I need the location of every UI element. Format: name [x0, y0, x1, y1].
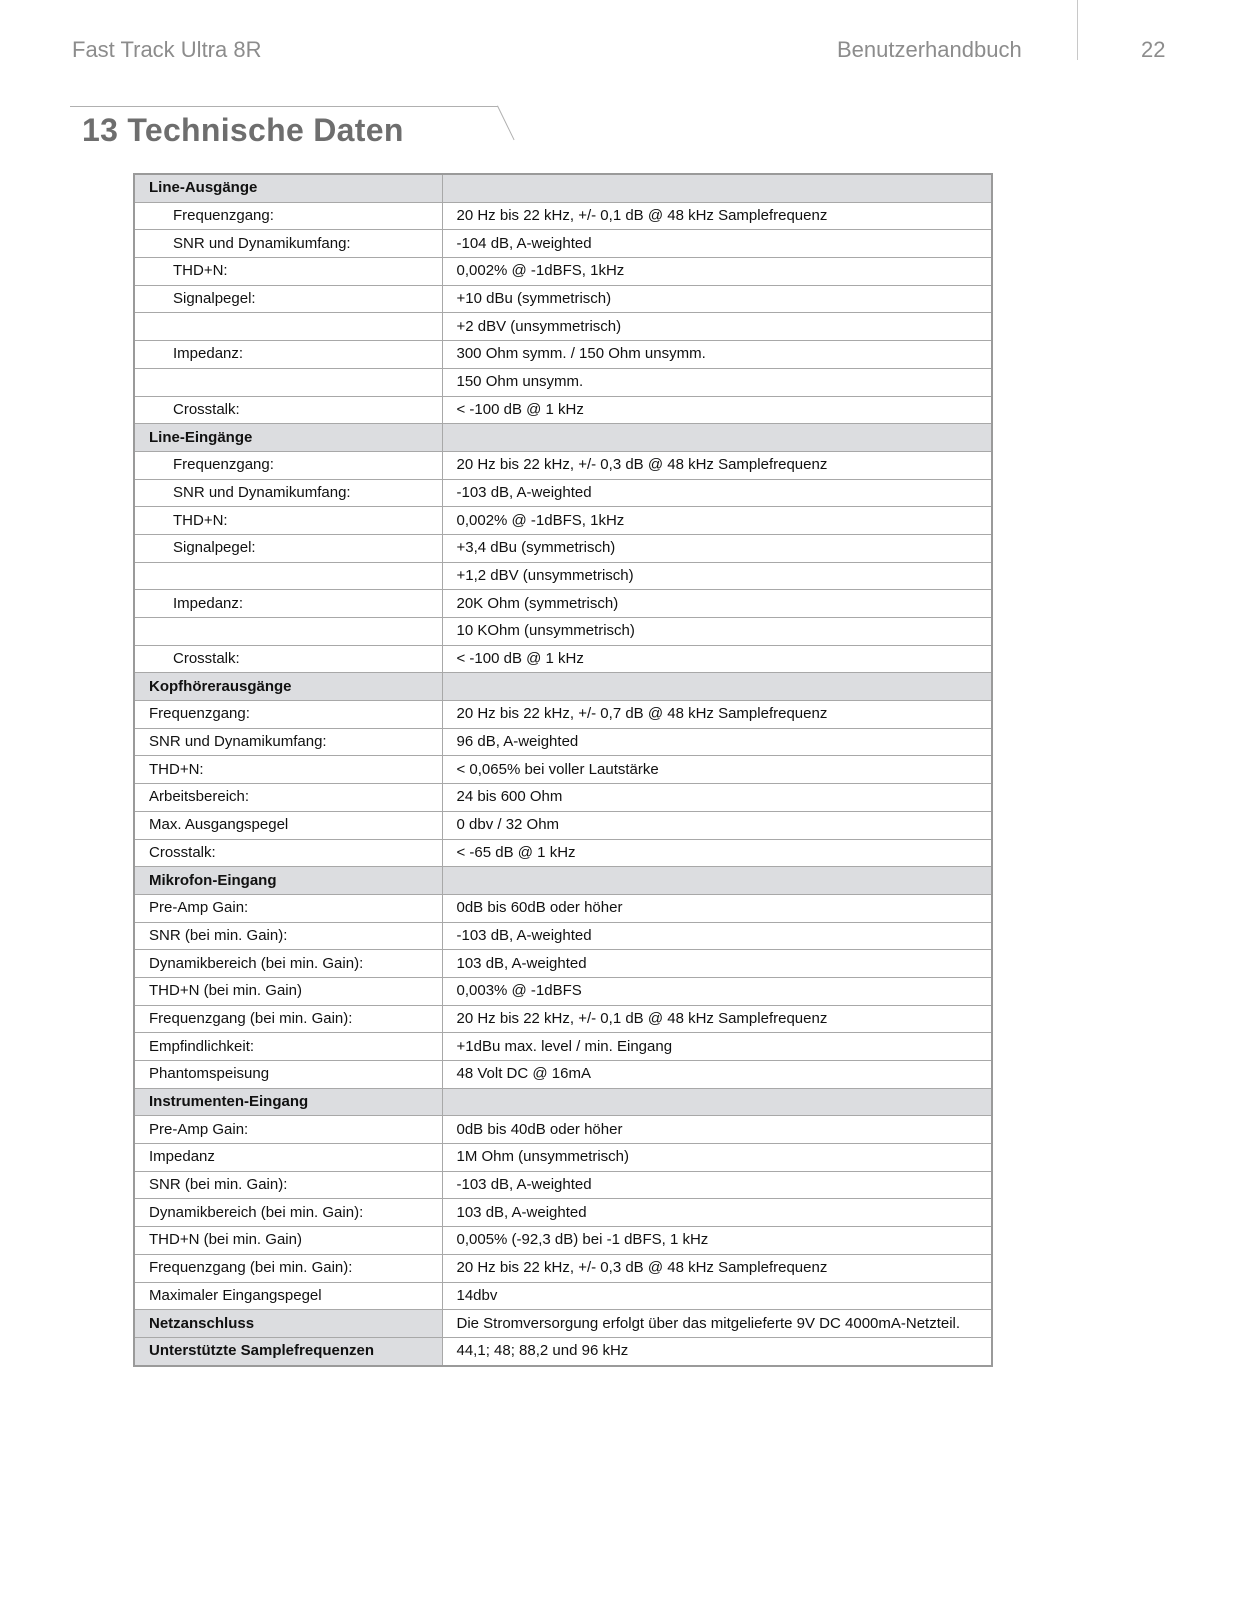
- spec-value: 0dB bis 60dB oder höher: [442, 894, 992, 922]
- table-row: [134, 507, 992, 535]
- spec-label: THD+N (bei min. Gain): [134, 977, 442, 1005]
- spec-value: 20K Ohm (symmetrisch): [442, 590, 992, 618]
- section-header-row: [134, 1088, 992, 1116]
- table-row: [134, 590, 992, 618]
- table-row: [134, 1144, 992, 1172]
- table-row: [134, 1254, 992, 1282]
- table-row: [134, 811, 992, 839]
- spec-value: 44,1; 48; 88,2 und 96 kHz: [442, 1337, 992, 1365]
- spec-value: 20 Hz bis 22 kHz, +/- 0,7 dB @ 48 kHz Samplefrequenz: [442, 701, 992, 729]
- spec-label: Frequenzgang (bei min. Gain):: [134, 1254, 442, 1282]
- spec-value: 14dbv: [442, 1282, 992, 1310]
- spec-label: Instrumenten-Eingang: [134, 1088, 442, 1116]
- spec-value: 0 dbv / 32 Ohm: [442, 811, 992, 839]
- table-row: [134, 1171, 992, 1199]
- spec-value: +1,2 dBV (unsymmetrisch): [442, 562, 992, 590]
- spec-label: Kopfhörerausgänge: [134, 673, 442, 701]
- spec-label: THD+N:: [134, 507, 442, 535]
- spec-value: 24 bis 600 Ohm: [442, 784, 992, 812]
- spec-label: [134, 313, 442, 341]
- table-row: [134, 922, 992, 950]
- spec-value: -103 dB, A-weighted: [442, 1171, 992, 1199]
- spec-label: Arbeitsbereich:: [134, 784, 442, 812]
- spec-label: [134, 618, 442, 646]
- page-number: 22: [1141, 37, 1166, 62]
- spec-value: 20 Hz bis 22 kHz, +/- 0,3 dB @ 48 kHz Samplefrequenz: [442, 1254, 992, 1282]
- spec-value: 20 Hz bis 22 kHz, +/- 0,1 dB @ 48 kHz Samplefrequenz: [442, 1005, 992, 1033]
- spec-label: Pre-Amp Gain:: [134, 894, 442, 922]
- spec-label: THD+N (bei min. Gain): [134, 1227, 442, 1255]
- spec-label: Impedanz: [134, 1144, 442, 1172]
- spec-value: < -100 dB @ 1 kHz: [442, 645, 992, 673]
- spec-value: [442, 174, 992, 202]
- table-row: [134, 313, 992, 341]
- spec-value: 0,005% (-92,3 dB) bei -1 dBFS, 1 kHz: [442, 1227, 992, 1255]
- spec-label: Line-Ausgänge: [134, 174, 442, 202]
- header-product-name: Fast Track Ultra 8R: [72, 37, 262, 62]
- spec-label: Frequenzgang (bei min. Gain):: [134, 1005, 442, 1033]
- spec-label: Empfindlichkeit:: [134, 1033, 442, 1061]
- spec-value: < -65 dB @ 1 kHz: [442, 839, 992, 867]
- section-header-row: [134, 424, 992, 452]
- spec-label: THD+N:: [134, 756, 442, 784]
- table-row: [134, 728, 992, 756]
- table-row: [134, 701, 992, 729]
- spec-value: 10 KOhm (unsymmetrisch): [442, 618, 992, 646]
- spec-value: 20 Hz bis 22 kHz, +/- 0,3 dB @ 48 kHz Samplefrequenz: [442, 451, 992, 479]
- spec-value: [442, 867, 992, 895]
- table-row: [134, 230, 992, 258]
- spec-label: Impedanz:: [134, 341, 442, 369]
- table-row: [134, 894, 992, 922]
- spec-value: +10 dBu (symmetrisch): [442, 285, 992, 313]
- spec-label: Signalpegel:: [134, 285, 442, 313]
- spec-label: Frequenzgang:: [134, 202, 442, 230]
- title-rule-slash: [497, 106, 515, 141]
- table-row: [134, 1227, 992, 1255]
- spec-value: +1dBu max. level / min. Eingang: [442, 1033, 992, 1061]
- spec-value: < -100 dB @ 1 kHz: [442, 396, 992, 424]
- table-row: [134, 1005, 992, 1033]
- spec-value: 96 dB, A-weighted: [442, 728, 992, 756]
- header-manual-title: Benutzerhandbuch: [837, 37, 1022, 62]
- spec-label: Frequenzgang:: [134, 451, 442, 479]
- table-row: [134, 1199, 992, 1227]
- spec-value: 1M Ohm (unsymmetrisch): [442, 1144, 992, 1172]
- spec-label: Frequenzgang:: [134, 701, 442, 729]
- spec-label: Dynamikbereich (bei min. Gain):: [134, 1199, 442, 1227]
- table-row: [134, 562, 992, 590]
- table-row: [134, 396, 992, 424]
- spec-label: Dynamikbereich (bei min. Gain):: [134, 950, 442, 978]
- spec-value: 103 dB, A-weighted: [442, 950, 992, 978]
- table-row: [134, 784, 992, 812]
- spec-label: Netzanschluss: [134, 1310, 442, 1338]
- spec-value: +3,4 dBu (symmetrisch): [442, 534, 992, 562]
- header-divider: [1077, 0, 1078, 60]
- table-row: [134, 368, 992, 396]
- table-row: [134, 756, 992, 784]
- spec-label: SNR (bei min. Gain):: [134, 922, 442, 950]
- spec-label: SNR und Dynamikumfang:: [134, 479, 442, 507]
- spec-value: 20 Hz bis 22 kHz, +/- 0,1 dB @ 48 kHz Samplefrequenz: [442, 202, 992, 230]
- section-header-row: [134, 673, 992, 701]
- spec-value: 0,002% @ -1dBFS, 1kHz: [442, 507, 992, 535]
- spec-table-body: [134, 174, 992, 1366]
- spec-value: 48 Volt DC @ 16mA: [442, 1061, 992, 1089]
- page-title: 13 Technische Daten: [82, 112, 404, 148]
- spec-label: SNR und Dynamikumfang:: [134, 230, 442, 258]
- spec-value: -103 dB, A-weighted: [442, 479, 992, 507]
- table-row: [134, 839, 992, 867]
- spec-label: Signalpegel:: [134, 534, 442, 562]
- spec-label: Impedanz:: [134, 590, 442, 618]
- table-row: [134, 1337, 992, 1365]
- spec-label: Pre-Amp Gain:: [134, 1116, 442, 1144]
- spec-label: Maximaler Eingangspegel: [134, 1282, 442, 1310]
- table-row: [134, 1282, 992, 1310]
- table-row: [134, 285, 992, 313]
- spec-label: [134, 368, 442, 396]
- spec-value: [442, 1088, 992, 1116]
- spec-value: [442, 424, 992, 452]
- spec-value: 300 Ohm symm. / 150 Ohm unsymm.: [442, 341, 992, 369]
- spec-value: [442, 673, 992, 701]
- table-row: [134, 977, 992, 1005]
- table-row: [134, 534, 992, 562]
- spec-value: -104 dB, A-weighted: [442, 230, 992, 258]
- table-row: [134, 950, 992, 978]
- section-header-row: [134, 867, 992, 895]
- table-row: [134, 202, 992, 230]
- spec-label: Phantomspeisung: [134, 1061, 442, 1089]
- spec-label: Unterstützte Samplefrequenzen: [134, 1337, 442, 1365]
- spec-label: Max. Ausgangspegel: [134, 811, 442, 839]
- spec-label: Crosstalk:: [134, 839, 442, 867]
- spec-table: [133, 173, 993, 1367]
- spec-label: THD+N:: [134, 258, 442, 286]
- spec-label: Line-Eingänge: [134, 424, 442, 452]
- spec-label: Mikrofon-Eingang: [134, 867, 442, 895]
- spec-label: [134, 562, 442, 590]
- table-row: [134, 1310, 992, 1338]
- spec-value: 150 Ohm unsymm.: [442, 368, 992, 396]
- table-row: [134, 1033, 992, 1061]
- spec-value: 103 dB, A-weighted: [442, 1199, 992, 1227]
- section-header-row: [134, 174, 992, 202]
- spec-value: 0,003% @ -1dBFS: [442, 977, 992, 1005]
- table-row: [134, 479, 992, 507]
- spec-value: -103 dB, A-weighted: [442, 922, 992, 950]
- table-row: [134, 645, 992, 673]
- spec-label: Crosstalk:: [134, 396, 442, 424]
- spec-label: Crosstalk:: [134, 645, 442, 673]
- table-row: [134, 451, 992, 479]
- spec-value: Die Stromversorgung erfolgt über das mitgelieferte 9V DC 4000mA-Netzteil.: [442, 1310, 992, 1338]
- spec-value: 0dB bis 40dB oder höher: [442, 1116, 992, 1144]
- spec-label: SNR (bei min. Gain):: [134, 1171, 442, 1199]
- table-row: [134, 258, 992, 286]
- spec-value: 0,002% @ -1dBFS, 1kHz: [442, 258, 992, 286]
- table-row: [134, 618, 992, 646]
- title-rule: [70, 106, 498, 107]
- spec-value: +2 dBV (unsymmetrisch): [442, 313, 992, 341]
- table-row: [134, 341, 992, 369]
- spec-value: < 0,065% bei voller Lautstärke: [442, 756, 992, 784]
- table-row: [134, 1061, 992, 1089]
- table-row: [134, 1116, 992, 1144]
- spec-label: SNR und Dynamikumfang:: [134, 728, 442, 756]
